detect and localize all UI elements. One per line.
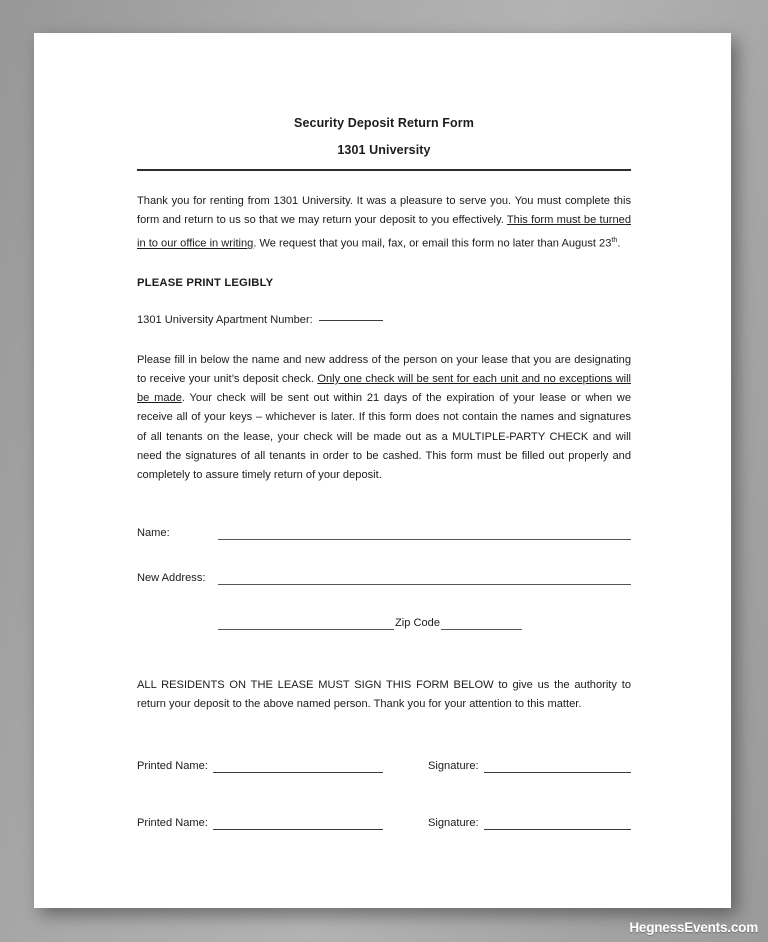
intro-underlined-clause: This form must be turned in to our office in writing [137, 214, 631, 251]
signature-label-1: Signature: [428, 759, 479, 772]
printed-name-input-1[interactable] [213, 760, 383, 773]
new-address-label: New Address: [137, 572, 206, 585]
zip-code-field-row [137, 611, 631, 630]
intro-text-part3: . [617, 238, 621, 251]
signature-row-2 [137, 811, 631, 830]
signature-row-1 [137, 754, 631, 773]
name-input[interactable] [218, 526, 631, 540]
new-address-field-row [137, 566, 631, 585]
signature-notice-paragraph: ALL RESIDENTS ON THE LEASE MUST SIGN THIS FORM BELOW to give us the authority to return your deposit to the above named person. Thank you for your attention to this matter. [137, 679, 631, 711]
apartment-number-input[interactable] [319, 310, 383, 321]
intro-text-part1: Thank you for renting from 1301 University. It was a pleasure to serve you. You must complete this form and return to us so that we may return your deposit to you effectively. [137, 195, 631, 227]
instructions-text-part1: Please fill in below the name and new address of the person on your lease that you are designating to receive your unit’s deposit check. [137, 353, 631, 385]
intro-paragraph [137, 192, 631, 254]
signature-input-1[interactable] [484, 760, 631, 773]
apartment-number-label: 1301 University Apartment Number: [137, 313, 313, 326]
print-legibly-heading: PLEASE PRINT LEGIBLY [137, 277, 274, 290]
document-body [137, 33, 631, 830]
new-address-input[interactable] [218, 571, 631, 585]
zip-code-label: Zip Code [395, 617, 441, 630]
city-state-input[interactable] [218, 616, 394, 630]
spacer [137, 773, 631, 811]
page-title: Security Deposit Return Form [294, 116, 474, 130]
spacer [137, 585, 631, 611]
instructions-underlined-clause: Only one check will be sent for each unit and no exceptions will be made [137, 373, 631, 405]
signature-input-2[interactable] [484, 817, 631, 830]
spacer [137, 715, 631, 754]
spacer [137, 485, 631, 521]
signature-cell-1 [428, 759, 631, 773]
printed-name-cell-2 [137, 816, 428, 830]
spacer [137, 290, 631, 310]
document-page [34, 33, 731, 908]
spacer [137, 254, 631, 278]
zip-code-input[interactable] [441, 616, 522, 630]
name-label: Name: [137, 527, 170, 540]
name-field-row [137, 521, 631, 540]
printed-name-label-2: Printed Name: [137, 816, 208, 829]
printed-name-input-2[interactable] [213, 817, 383, 830]
printed-name-label-1: Printed Name: [137, 759, 208, 772]
site-watermark: HegnessEvents.com [629, 920, 758, 935]
apartment-number-row [137, 310, 631, 330]
printed-name-cell-1 [137, 759, 428, 773]
signature-label-2: Signature: [428, 816, 479, 829]
ordinal-suffix: th [611, 235, 618, 245]
instructions-text-part2: . Your check will be sent out within 21 days of the expiration of your lease or when we receive all of your keys – whichever is later. If this form does not contain the names and signatures of all tenants on the lease, your check will be made out as a MULTIPLE-PARTY CHECK and will need the signatures of all tenants in order to be cashed. This form must be filled out properly and completely to assure timely return of your deposit. [137, 392, 631, 482]
spacer [137, 540, 631, 566]
signature-cell-2 [428, 816, 631, 830]
spacer [137, 630, 631, 676]
page-subtitle: 1301 University [337, 142, 431, 157]
instructions-paragraph [137, 351, 631, 485]
spacer [137, 330, 631, 351]
intro-text-part2: . We request that you mail, fax, or email this form no later than August 23 [253, 238, 612, 251]
spacer [137, 171, 631, 192]
